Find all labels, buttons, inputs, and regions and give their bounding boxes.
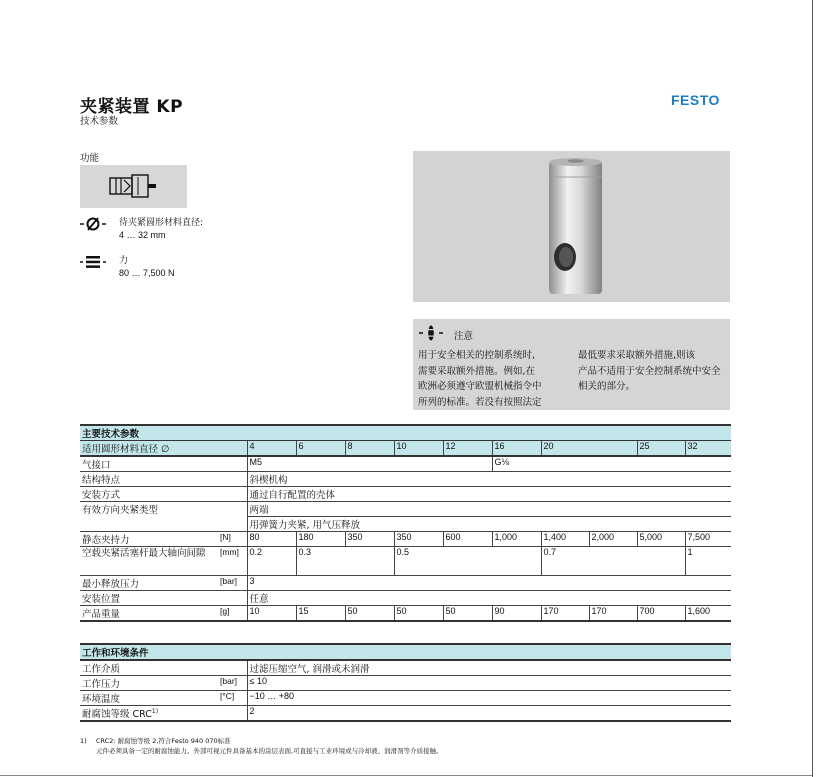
row-unit: [N] [218, 532, 247, 547]
page-border-right [812, 0, 813, 777]
size-cell: 25 [637, 441, 685, 457]
row-value: 任意 [247, 591, 731, 606]
weight-cell: 10 [247, 606, 296, 622]
port-value-m5: M5 [247, 456, 492, 472]
force-label: 力 [119, 256, 129, 266]
force-cell: 600 [443, 532, 492, 547]
table-row-mounting [80, 487, 731, 502]
row-label: 安装方式 [80, 487, 247, 502]
weight-cell: 50 [345, 606, 394, 622]
row-unit [218, 660, 247, 676]
size-cell: 10 [394, 441, 443, 457]
note-text-left: 用于安全相关的控制系统时, 需要采取额外措施。例如,在 欧洲必须遵守欧盟机械指令中 所列的标准。若没有按照法定 [418, 350, 542, 408]
weight-cell: 50 [443, 606, 492, 622]
size-cell: 8 [345, 441, 394, 457]
caution-icon [419, 325, 443, 341]
main-table-heading: 主要技术参数 [80, 425, 731, 441]
table-row-corrosion [80, 706, 731, 722]
force-cell: 5,000 [637, 532, 685, 547]
row-label: 有效方向夹紧类型 [80, 502, 247, 532]
force-cell: 7,500 [685, 532, 731, 547]
row-label: 静态夹持力 [80, 532, 218, 547]
footnote-line-1: CRC2: 耐腐蚀等级 2,符合Festo 940 070标准 [96, 737, 231, 745]
safety-note [413, 319, 730, 410]
size-cell: 16 [492, 441, 541, 457]
gap-cell: 0.2 [247, 547, 296, 576]
row-label: 工作压力 [80, 676, 218, 691]
clamping-cylinder-symbol-icon [80, 165, 187, 208]
gap-cell: 0.3 [296, 547, 394, 576]
env-table-heading-row [80, 644, 731, 660]
row-label: 产品重量 [80, 606, 218, 622]
row-label: 工作介质 [80, 660, 218, 676]
port-value-g18: G⅛ [492, 456, 731, 472]
footnote-marker: 1) [80, 737, 87, 745]
weight-cell: 170 [541, 606, 589, 622]
row-value: 通过自行配置的壳体 [247, 487, 731, 502]
row-value: 过滤压缩空气, 润滑或未润滑 [247, 660, 731, 676]
table-row-medium [80, 660, 731, 676]
row-unit [218, 706, 247, 722]
row-unit: [mm] [218, 547, 247, 576]
force-cell: 80 [247, 532, 296, 547]
table-row-min-pressure [80, 576, 731, 591]
diameter-label: 待夹紧圆形材料直径: [119, 218, 204, 228]
size-cell: 6 [296, 441, 345, 457]
force-cell: 1,000 [492, 532, 541, 547]
diameter-icon [80, 217, 106, 231]
row-label: 空载夹紧活塞杆最大轴向间隙 [80, 547, 218, 576]
force-value: 80 … 7,500 N [119, 268, 175, 278]
gap-cell: 0.5 [394, 547, 541, 576]
row-value: 3 [247, 576, 731, 591]
force-cell: 180 [296, 532, 345, 547]
table-row-temperature [80, 691, 731, 706]
size-cell: 32 [685, 441, 731, 457]
diameter-value: 4 … 32 mm [119, 230, 166, 240]
row-value: 两端 [247, 502, 731, 517]
force-cell: 2,000 [589, 532, 637, 547]
size-cell: 4 [247, 441, 296, 457]
festo-logo: FESTO [671, 92, 720, 108]
table-row-pressure [80, 676, 731, 691]
weight-cell: 1,600 [685, 606, 731, 622]
row-unit: [bar] [218, 576, 247, 591]
table-row-port [80, 456, 731, 472]
note-text-right: 最低要求采取额外措施,则该 产品不适用于安全控制系统中安全 相关的部分。 [578, 350, 721, 392]
table-row-design [80, 472, 731, 487]
table-row-position [80, 591, 731, 606]
row-value: −10 … +80 [247, 691, 731, 706]
function-label: 功能 [80, 153, 100, 164]
table-row-clamp-direction [80, 502, 731, 517]
table-row-static-force [80, 532, 731, 547]
force-cell: 1,400 [541, 532, 589, 547]
gap-cell: 0.7 [541, 547, 685, 576]
force-cell: 350 [345, 532, 394, 547]
row-unit: [bar] [218, 676, 247, 691]
row-value: ≤ 10 [247, 676, 731, 691]
row-unit: [°C] [218, 691, 247, 706]
note-heading: 注意 [454, 331, 474, 342]
main-technical-data-table [80, 424, 731, 622]
table-row-axial-gap [80, 547, 731, 576]
weight-cell: 700 [637, 606, 685, 622]
page-border-bottom [0, 775, 812, 776]
page-subtitle: 技术参数 [80, 116, 119, 127]
size-cell: 12 [443, 441, 492, 457]
weight-cell: 90 [492, 606, 541, 622]
environment-conditions-table [80, 643, 731, 722]
row-value: 斜楔机构 [247, 472, 731, 487]
page-title: 夹紧装置 KP [80, 97, 184, 117]
row-label: 安装位置 [80, 591, 247, 606]
row-label: 结构特点 [80, 472, 247, 487]
row-value: 用弹簧力夹紧, 用气压释放 [247, 517, 731, 532]
row-unit: [g] [218, 606, 247, 622]
footnote-line-2: 元件必须具备一定的耐腐蚀能力。外部可视元件具备基本的涂层表面,可直接与工业环境或与冷却液、润滑剂等介质接触。 [96, 747, 443, 755]
weight-cell: 50 [394, 606, 443, 622]
force-cell: 350 [394, 532, 443, 547]
row-label: 耐腐蚀等级 CRC$^{1)}$ [80, 706, 218, 722]
size-header-row [80, 441, 731, 457]
size-header-label: 适用圆形材料直径 ∅ [80, 441, 247, 457]
row-label: 环境温度 [80, 691, 218, 706]
table-row-weight [80, 606, 731, 622]
force-icon [80, 255, 106, 269]
row-value: 2 [247, 706, 731, 722]
row-label: 最小释放压力 [80, 576, 218, 591]
weight-cell: 170 [589, 606, 637, 622]
env-table-heading: 工作和环境条件 [80, 644, 731, 660]
weight-cell: 15 [296, 606, 345, 622]
row-label: 气接口 [80, 456, 247, 472]
main-table-heading-row [80, 425, 731, 441]
size-cell: 20 [541, 441, 637, 457]
clamping-unit-photo [413, 151, 730, 302]
gap-cell: 1 [685, 547, 731, 576]
